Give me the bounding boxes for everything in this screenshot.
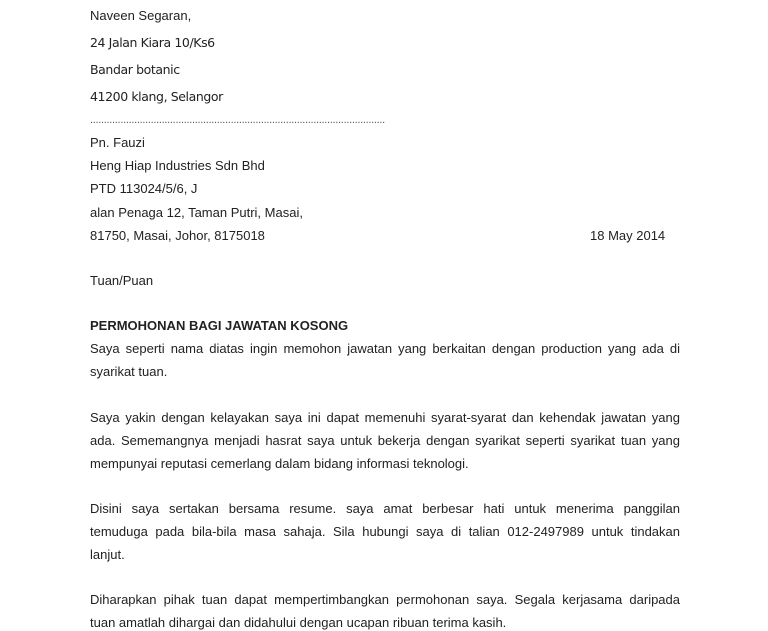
paragraph-line: tuan amatlah dihargai dan didahului dengan ucapan ribuan terima kasih.	[90, 615, 507, 630]
paragraph-line: Saya yakin dengan kelayakan saya ini dapat memenuhi syarat-syarat dan kehendak jawatan yang	[90, 410, 680, 425]
paragraph-line: Saya seperti nama diatas ingin memohon jawatan yang berkaitan dengan production yang ada di	[90, 341, 680, 356]
paragraph-line: mempunyai reputasi cemerlang dalam bidang informasi teknologi.	[90, 456, 469, 471]
sender-address-line: Bandar botanic	[90, 62, 180, 77]
recipient-company: Heng Hiap Industries Sdn Bhd	[90, 158, 265, 173]
recipient-address-line: alan Penaga 12, Taman Putri, Masai,	[90, 205, 303, 220]
paragraph-line: lanjut.	[90, 547, 125, 562]
recipient-address-line: PTD 113024/5/6, J	[90, 181, 198, 196]
sender-address-line: 41200 klang, Selangor	[90, 89, 223, 104]
salutation: Tuan/Puan	[90, 273, 154, 288]
sender-name: Naveen Segaran,	[90, 8, 192, 23]
paragraph-line: ada. Sememangnya menjadi hasrat saya untuk bekerja dengan syarikat seperti syarikat tuan yang	[90, 433, 680, 448]
recipient-name: Pn. Fauzi	[90, 135, 145, 150]
subject-heading: PERMOHONAN BAGI JAWATAN KOSONG	[90, 318, 349, 333]
sender-address-line: 24 Jalan Kiara 10/Ks6	[90, 35, 215, 50]
paragraph-line: Disini saya sertakan bersama resume. saya amat berbesar hati untuk menerima panggilan	[90, 501, 680, 516]
letter-date: 18 May 2014	[590, 228, 666, 243]
separator: ...........................................................................................................	[90, 114, 385, 126]
paragraph-line: temuduga pada bila-bila masa sahaja. Sila hubungi saya di talian 012-2497989 untuk tindakan	[90, 524, 680, 539]
recipient-address-line: 81750, Masai, Johor, 8175018	[90, 228, 265, 243]
paragraph-line: syarikat tuan.	[90, 364, 168, 379]
paragraph-line: Diharapkan pihak tuan dapat mempertimbangkan permohonan saya. Segala kerjasama daripada	[90, 592, 680, 607]
